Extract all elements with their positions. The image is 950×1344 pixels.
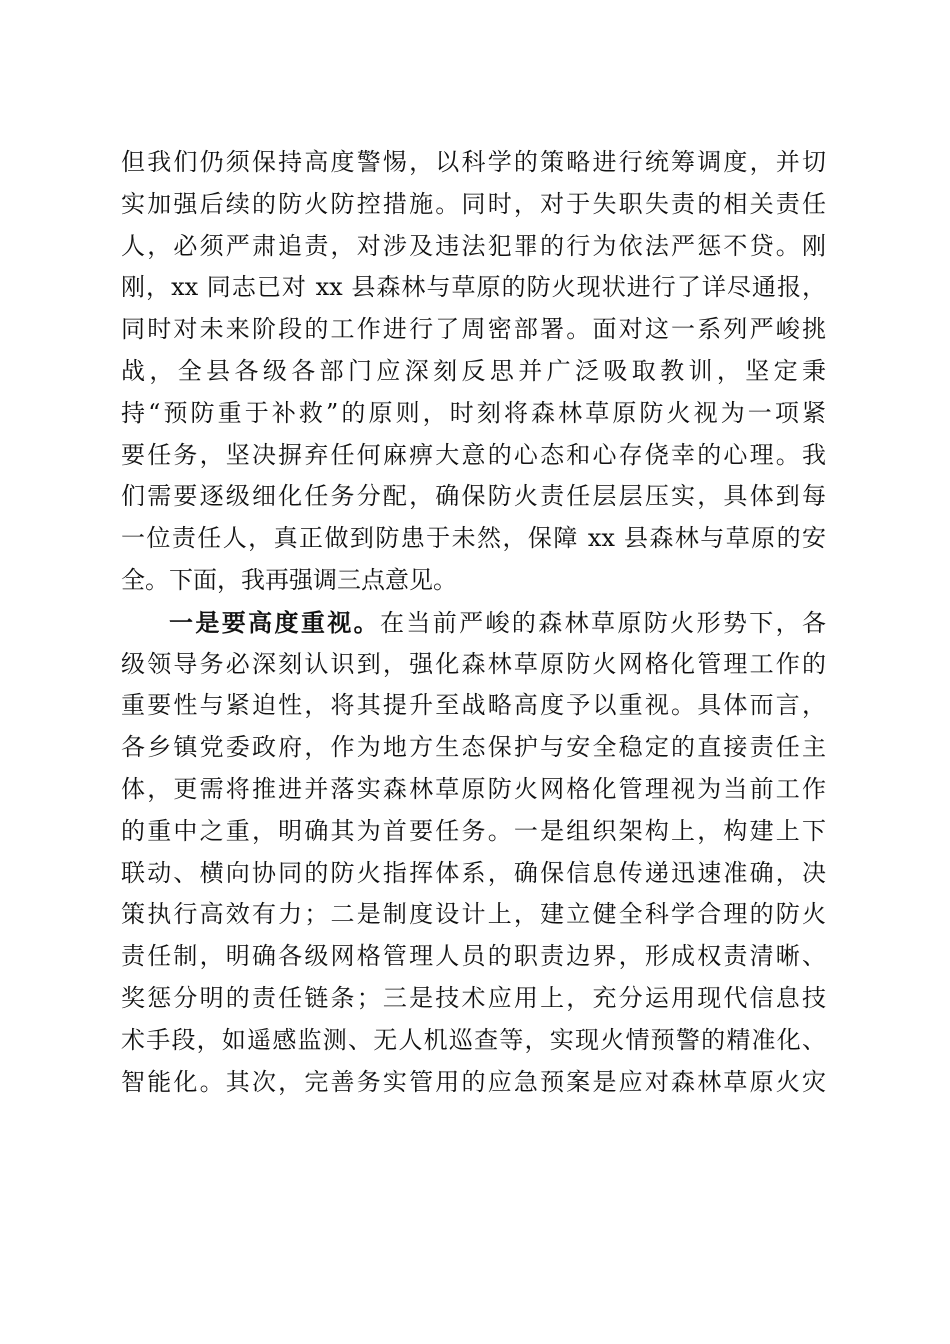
text-line: 全。下面，我再强调三点意见。 [121, 565, 457, 594]
text-line: 策执行高效有力；二是制度设计上，建立健全科学合理的防火 [121, 900, 826, 929]
text-line: 联动、横向协同的防火指挥体系，确保信息传递迅速准确，决 [121, 858, 826, 887]
text-line: 奖惩分明的责任链条；三是技术应用上，充分运用现代信息技 [121, 983, 826, 1012]
text-line: 术手段，如遥感监测、无人机巡查等，实现火情预警的精准化、 [121, 1025, 826, 1054]
text-line: 人，必须严肃追责，对涉及违法犯罪的行为依法严惩不贷。刚 [121, 231, 826, 260]
text-line: 实加强后续的防火防控措施。同时，对于失职失责的相关责任 [121, 189, 826, 218]
text-line: 要任务，坚决摒弃任何麻痹大意的心态和心存侥幸的心理。我 [121, 440, 826, 469]
paragraph-1 [121, 142, 826, 602]
paragraph-lead-heading: 一是要高度重视。 [169, 607, 380, 637]
text-line: 们需要逐级细化任务分配，确保防火责任层层压实，具体到每 [121, 482, 826, 511]
text-line: 智能化。其次，完善务实管用的应急预案是应对森林草原火灾 [121, 1067, 826, 1096]
text-line: 战，全县各级各部门应深刻反思并广泛吸取教训，坚定秉 [121, 356, 826, 385]
text-line-first [121, 602, 826, 644]
text-line: 持“预防重于补救”的原则，时刻将森林草原防火视为一项紧 [121, 398, 826, 427]
text-line: 重要性与紧迫性，将其提升至战略高度予以重视。具体而言， [121, 691, 826, 720]
text-line: 但我们仍须保持高度警惕，以科学的策略进行统筹调度，并切 [121, 148, 826, 176]
text-line: 刚，xx 同志已对 xx 县森林与草原的防火现状进行了详尽通报， [121, 273, 826, 302]
paragraph-2 [121, 602, 826, 1104]
text-line: 体，更需将推进并落实森林草原防火网格化管理视为当前工作 [121, 774, 826, 803]
paragraph-lead-rest: 在当前严峻的森林草原防火形势下，各 [380, 608, 826, 637]
text-line: 责任制，明确各级网格管理人员的职责边界，形成权责清晰、 [121, 942, 826, 971]
text-line: 各乡镇党委政府，作为地方生态保护与安全稳定的直接责任主 [121, 733, 826, 762]
document-body [121, 142, 826, 1103]
text-line: 同时对未来阶段的工作进行了周密部署。面对这一系列严峻挑 [121, 315, 826, 344]
text-line: 一位责任人，真正做到防患于未然，保障 xx 县森林与草原的安 [121, 524, 826, 553]
text-line: 的重中之重，明确其为首要任务。一是组织架构上，构建上下 [121, 816, 826, 845]
text-line: 级领导务必深刻认识到，强化森林草原防火网格化管理工作的 [121, 649, 826, 678]
